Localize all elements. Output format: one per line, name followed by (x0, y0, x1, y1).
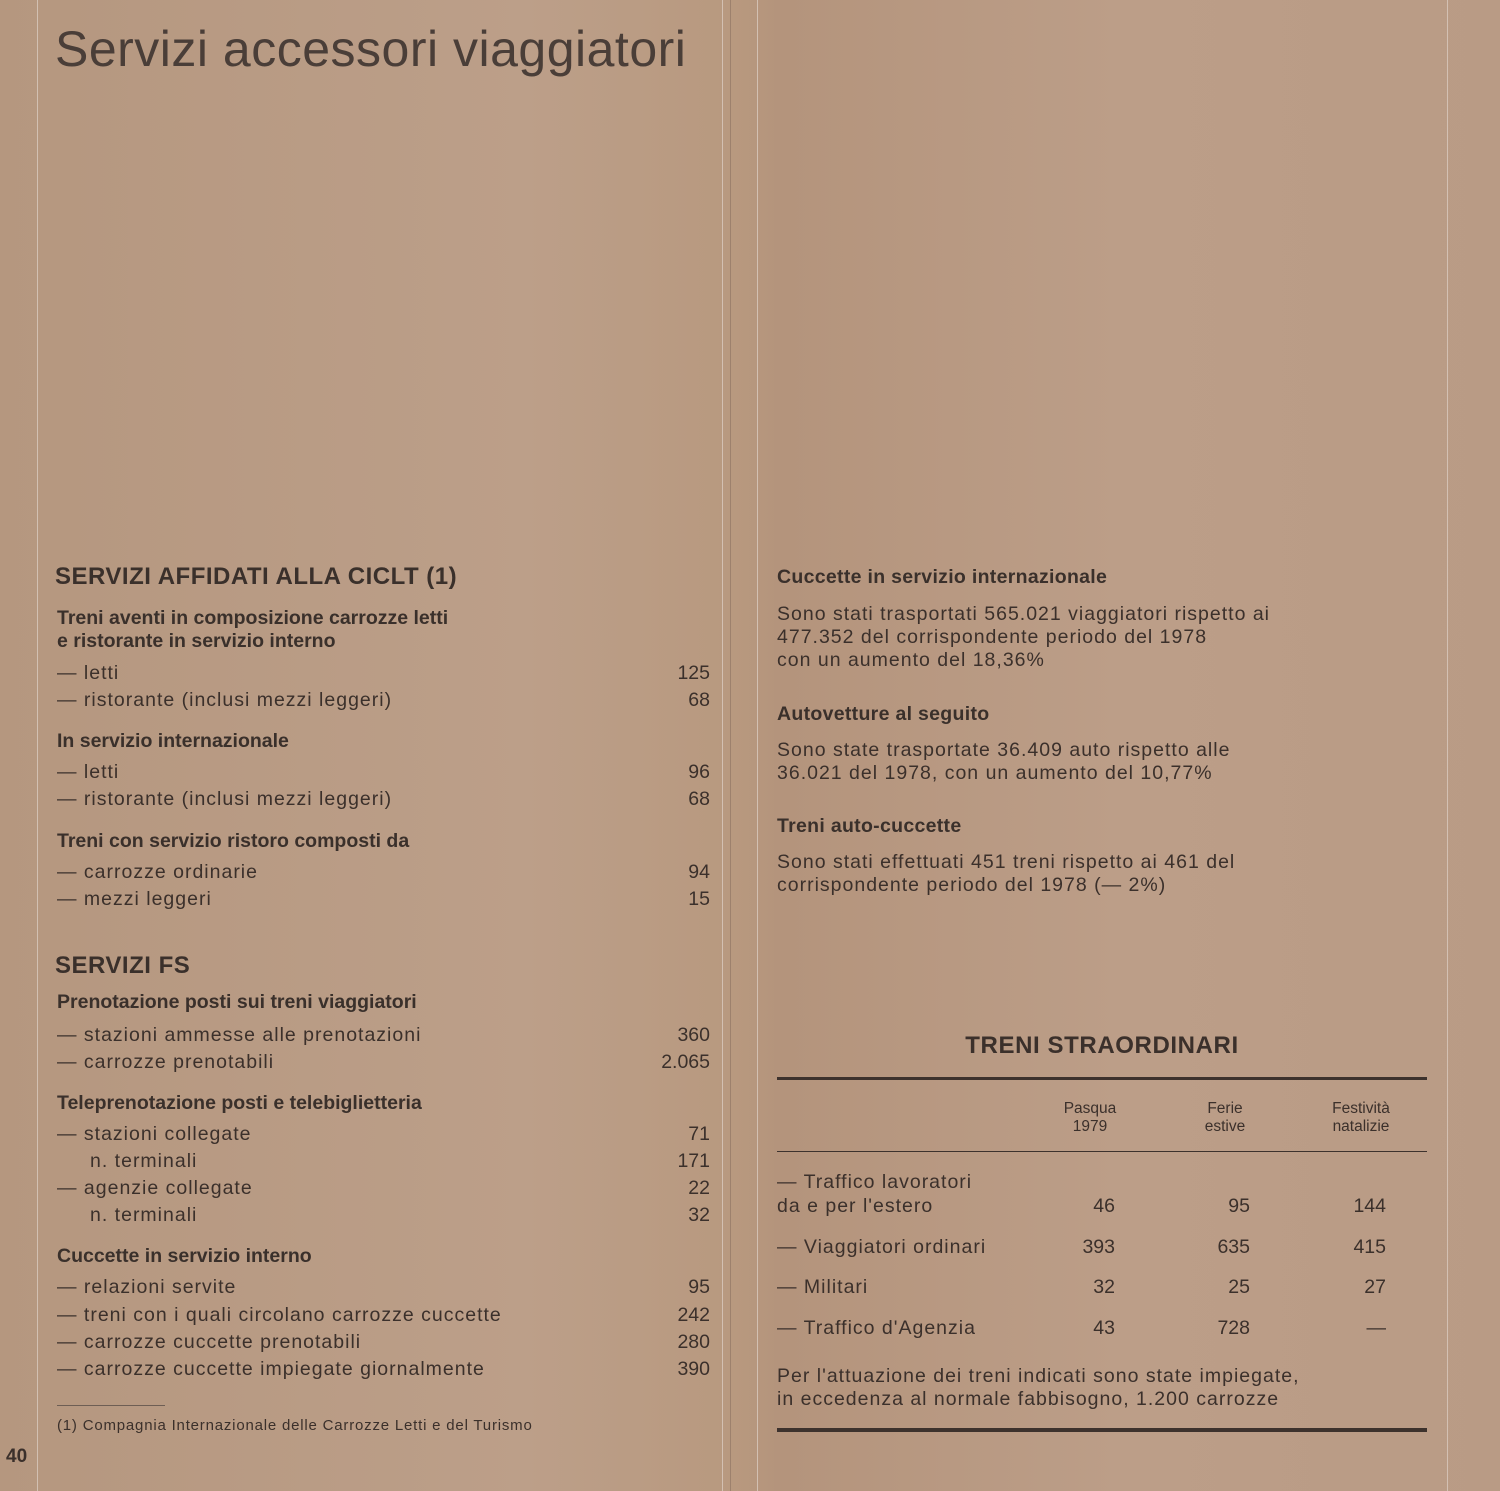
list-item (57, 1302, 710, 1328)
column-line (757, 0, 758, 1491)
item-label: — letti (57, 761, 120, 783)
column-line (37, 0, 38, 1491)
row-label: — Traffico lavoratori da e per l'estero (777, 1171, 973, 1217)
cell-value: 25 (1228, 1276, 1250, 1298)
row-label: — Militari (777, 1276, 869, 1298)
section-heading-fs: SERVIZI FS (55, 952, 191, 979)
item-value: 68 (688, 689, 710, 711)
list-item (57, 687, 710, 713)
table-note: Per l'attuazione dei treni indicati sono state impiegate, in eccedenza al normale fabbisogno, 1.200 carrozze (777, 1365, 1300, 1410)
item-value: 15 (688, 888, 710, 910)
item-value: 390 (677, 1358, 710, 1380)
block-title-autovetture: Autovetture al seguito (777, 703, 990, 725)
item-value: 32 (688, 1204, 710, 1226)
item-value: 2.065 (661, 1051, 710, 1073)
list-item (57, 1202, 710, 1228)
cell-value: 635 (1217, 1236, 1250, 1258)
column-header: Ferie estive (1204, 1100, 1246, 1135)
block-title-auto-cuccette: Treni auto-cuccette (777, 815, 962, 837)
item-value: 95 (688, 1276, 710, 1298)
list-item (57, 859, 710, 885)
item-label: — agenzie collegate (57, 1177, 253, 1199)
item-label: — treni con i quali circolano carrozze cuccette (57, 1304, 502, 1326)
item-value: 125 (677, 662, 710, 684)
block-text: Sono stati effettuati 451 treni rispetto ai 461 del corrispondente periodo del 1978 (— 2%) (777, 851, 1236, 896)
item-label: — mezzi leggeri (57, 888, 212, 910)
table-row (777, 1235, 1427, 1261)
column-header: Pasqua 1979 (1063, 1100, 1117, 1135)
table-row (777, 1275, 1427, 1301)
cell-value: 144 (1353, 1195, 1386, 1217)
list-item (57, 886, 710, 912)
group-title-internazionale: In servizio internazionale (57, 730, 289, 752)
item-label: — ristorante (inclusi mezzi leggeri) (57, 689, 393, 711)
list-item (57, 1175, 710, 1201)
group-title-line: e ristorante in servizio interno (57, 630, 336, 652)
list-item (57, 660, 710, 686)
list-item (57, 1329, 710, 1355)
block-title-cuccette-internazionale: Cuccette in servizio internazionale (777, 566, 1108, 588)
footnote-rule (57, 1405, 165, 1406)
list-item (57, 786, 710, 812)
item-label: — stazioni collegate (57, 1123, 252, 1145)
item-value: 242 (677, 1304, 710, 1326)
item-label: — carrozze ordinarie (57, 861, 258, 883)
item-value: 171 (677, 1150, 710, 1172)
list-item (57, 1148, 710, 1174)
row-label: — Viaggiatori ordinari (777, 1236, 987, 1258)
item-value: 22 (688, 1177, 710, 1199)
item-label: — stazioni ammesse alle prenotazioni (57, 1024, 422, 1046)
table-title: TRENI STRAORDINARI (965, 1032, 1239, 1059)
group-title-teleprenotazione: Teleprenotazione posti e telebiglietteria (57, 1092, 422, 1114)
cell-value: 415 (1353, 1236, 1386, 1258)
group-title-cuccette-interno: Cuccette in servizio interno (57, 1245, 312, 1267)
item-value: 360 (677, 1024, 710, 1046)
item-label: n. terminali (90, 1150, 198, 1172)
item-value: 71 (688, 1123, 710, 1145)
list-item (57, 1356, 710, 1382)
item-value: 96 (688, 761, 710, 783)
list-item (57, 1121, 710, 1147)
table-header-rule (777, 1151, 1427, 1152)
table-top-rule (777, 1077, 1427, 1080)
cell-value: 95 (1228, 1195, 1250, 1217)
block-text: Sono stati trasportati 565.021 viaggiatori rispetto ai 477.352 del corrispondente periodo del 1978 con un aumento del 18,36% (777, 603, 1271, 671)
cell-value: 32 (1093, 1276, 1115, 1298)
item-label: — carrozze cuccette impiegate giornalmente (57, 1358, 485, 1380)
list-item (57, 1022, 710, 1048)
cell-value: — (1366, 1317, 1386, 1339)
list-item (57, 1049, 710, 1075)
item-label: — ristorante (inclusi mezzi leggeri) (57, 788, 393, 810)
list-item (57, 1274, 710, 1300)
cell-value: 43 (1093, 1317, 1115, 1339)
page-title: Servizi accessori viaggiatori (55, 21, 687, 77)
group-title-line: Treni aventi in composizione carrozze letti (57, 607, 449, 629)
item-value: 280 (677, 1331, 710, 1353)
item-value: 94 (688, 861, 710, 883)
item-label: n. terminali (90, 1204, 198, 1226)
row-label: — Traffico d'Agenzia (777, 1317, 976, 1339)
item-label: — letti (57, 662, 120, 684)
item-value: 68 (688, 788, 710, 810)
column-line (1447, 0, 1448, 1491)
list-item (57, 759, 710, 785)
page-number: 40 (6, 1446, 28, 1467)
column-line (722, 0, 723, 1491)
cell-value: 46 (1093, 1195, 1115, 1217)
item-label: — relazioni servite (57, 1276, 237, 1298)
cell-value: 393 (1082, 1236, 1115, 1258)
group-title-letti-ristorante (57, 607, 448, 653)
item-label: — carrozze prenotabili (57, 1051, 275, 1073)
block-text: Sono state trasportate 36.409 auto rispetto alle 36.021 del 1978, con un aumento del 10,77% (777, 739, 1231, 784)
cell-value: 27 (1364, 1276, 1386, 1298)
group-title-prenotazione: Prenotazione posti sui treni viaggiatori (57, 991, 417, 1013)
table-row (777, 1170, 1427, 1220)
footnote: (1) Compagnia Internazionale delle Carrozze Letti e del Turismo (57, 1417, 533, 1434)
table-row (777, 1316, 1427, 1342)
table-bottom-rule (777, 1428, 1427, 1432)
group-title-ristoro: Treni con servizio ristoro composti da (57, 830, 410, 852)
column-header: Festività natalizie (1332, 1100, 1390, 1135)
gutter-line (730, 0, 731, 1491)
section-heading-ciclt: SERVIZI AFFIDATI ALLA CICLT (1) (55, 563, 458, 590)
cell-value: 728 (1217, 1317, 1250, 1339)
item-label: — carrozze cuccette prenotabili (57, 1331, 362, 1353)
